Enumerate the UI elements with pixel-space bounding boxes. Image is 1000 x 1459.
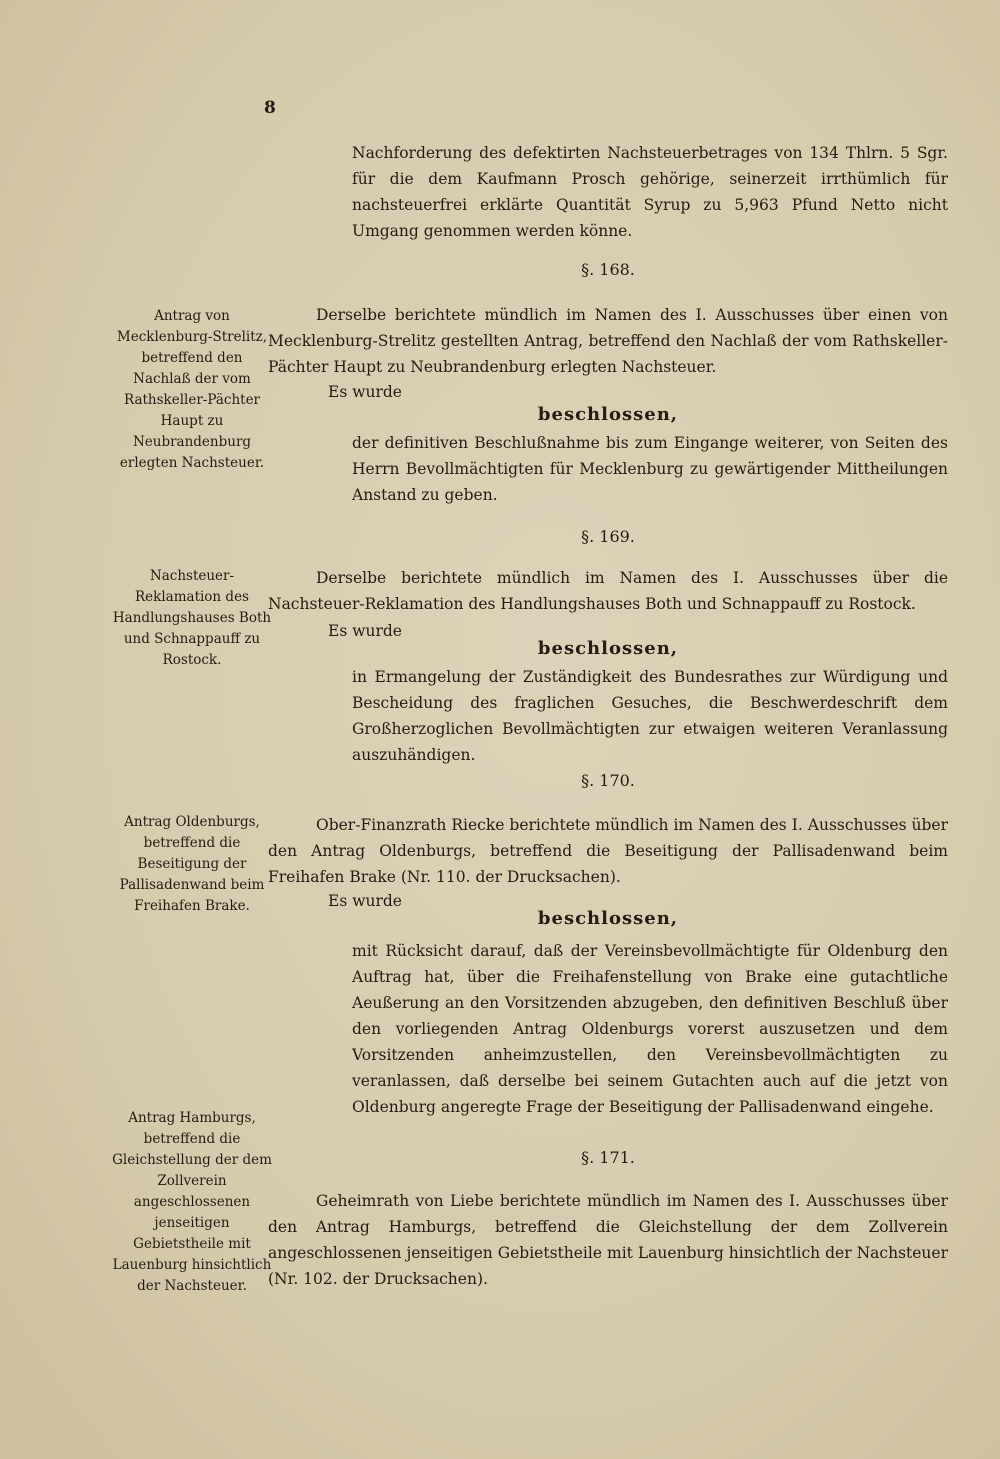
report-170: Ober-Finanzrath Riecke berichtete mündlich im Namen des I. Ausschusses über den Antrag Oldenburgs, betreffend die Beseitigung der Pallisadenwand beim Freihafen Brake (Nr. 110. der Drucksachen).	[268, 816, 948, 886]
section-heading-169: §. 169.	[581, 527, 635, 546]
report-168: Derselbe berichtete mündlich im Namen des I. Ausschusses über einen von Mecklenburg-Strelitz gestellten Antrag, betreffend den Nachlaß der vom Rathskeller-Pächter Haupt zu Neubrandenburg erlegten Nachsteuer.	[268, 306, 948, 376]
section-heading-171: §. 171.	[581, 1148, 635, 1167]
margin-note-169: Nachsteuer-Reklamation des Handlungshauses Both und Schnappauff zu Rostock.	[112, 568, 272, 668]
beschlossen-168: beschlossen,	[537, 404, 679, 425]
margin-note-170: Antrag Oldenburgs, betreffend die Beseitigung der Pallisadenwand beim Freihafen Brake.	[119, 814, 265, 914]
report-171: Geheimrath von Liebe berichtete mündlich im Namen des I. Ausschusses über den Antrag Hamburgs, betreffend die Gleichstellung der dem Zollverein angeschlossenen jenseitigen Gebietstheile mit Lauenburg hinsichtlich der Nachsteuer (Nr. 102. der Drucksachen).	[268, 1192, 948, 1288]
intro-paragraph: Nachforderung des defektirten Nachsteuerbetrages von 134 Thlrn. 5 Sgr. für die dem Kaufmann Prosch gehörige, seinerzeit irrthümlich für nachsteuerfrei erklärte Quantität Syrup zu 5,963 Pfund Netto nicht Umgang genommen werden könne.	[352, 144, 948, 240]
section-heading-170: §. 170.	[581, 771, 635, 790]
page-number: 8	[264, 98, 276, 118]
beschlossen-170: beschlossen,	[537, 908, 679, 929]
margin-note-168: Antrag von Mecklenburg-Strelitz, betreffend den Nachlaß der vom Rathskeller-Pächter Haupt zu Neubrandenburg erlegten Nachsteuer.	[116, 308, 268, 471]
resolution-170: mit Rücksicht darauf, daß der Vereinsbevollmächtigte für Oldenburg den Auftrag hat, über die Freihafenstellung von Brake eine gutachtliche Aeußerung an den Vorsitzenden abzugeben, den definitiven Beschluß über den vorliegenden Antrag Oldenburgs vorerst auszusetzen und dem Vorsitzenden anheimzustellen, den Vereinsbevollmächtigten zu veranlassen, daß derselbe bei seinem Gutachten auch auf die jetzt von Oldenburg angeregte Frage der Beseitigung der Pallisadenwand eingehe.	[352, 942, 948, 1116]
es-wurde-168: Es wurde	[328, 383, 402, 401]
section-heading-168: §. 168.	[581, 260, 635, 279]
margin-note-171: Antrag Hamburgs, betreffend die Gleichstellung der dem Zollverein angeschlossenen jenseitigen Gebietstheile mit Lauenburg hinsichtlich der Nachsteuer.	[112, 1110, 272, 1294]
es-wurde-170: Es wurde	[328, 892, 402, 910]
beschlossen-169: beschlossen,	[537, 638, 679, 659]
resolution-169: in Ermangelung der Zuständigkeit des Bundesrathes zur Würdigung und Bescheidung des fraglichen Gesuches, die Beschwerdeschrift dem Großherzoglichen Bevollmächtigten zur etwaigen weiteren Veranlassung auszuhändigen.	[352, 668, 948, 764]
report-169: Derselbe berichtete mündlich im Namen des I. Ausschusses über die Nachsteuer-Reklamation des Handlungshauses Both und Schnappauff zu Rostock.	[268, 569, 948, 613]
resolution-168: der definitiven Beschlußnahme bis zum Eingange weiterer, von Seiten des Herrn Bevollmächtigten für Mecklenburg zu gewärtigender Mittheilungen Anstand zu geben.	[352, 434, 948, 504]
es-wurde-169: Es wurde	[328, 622, 402, 640]
